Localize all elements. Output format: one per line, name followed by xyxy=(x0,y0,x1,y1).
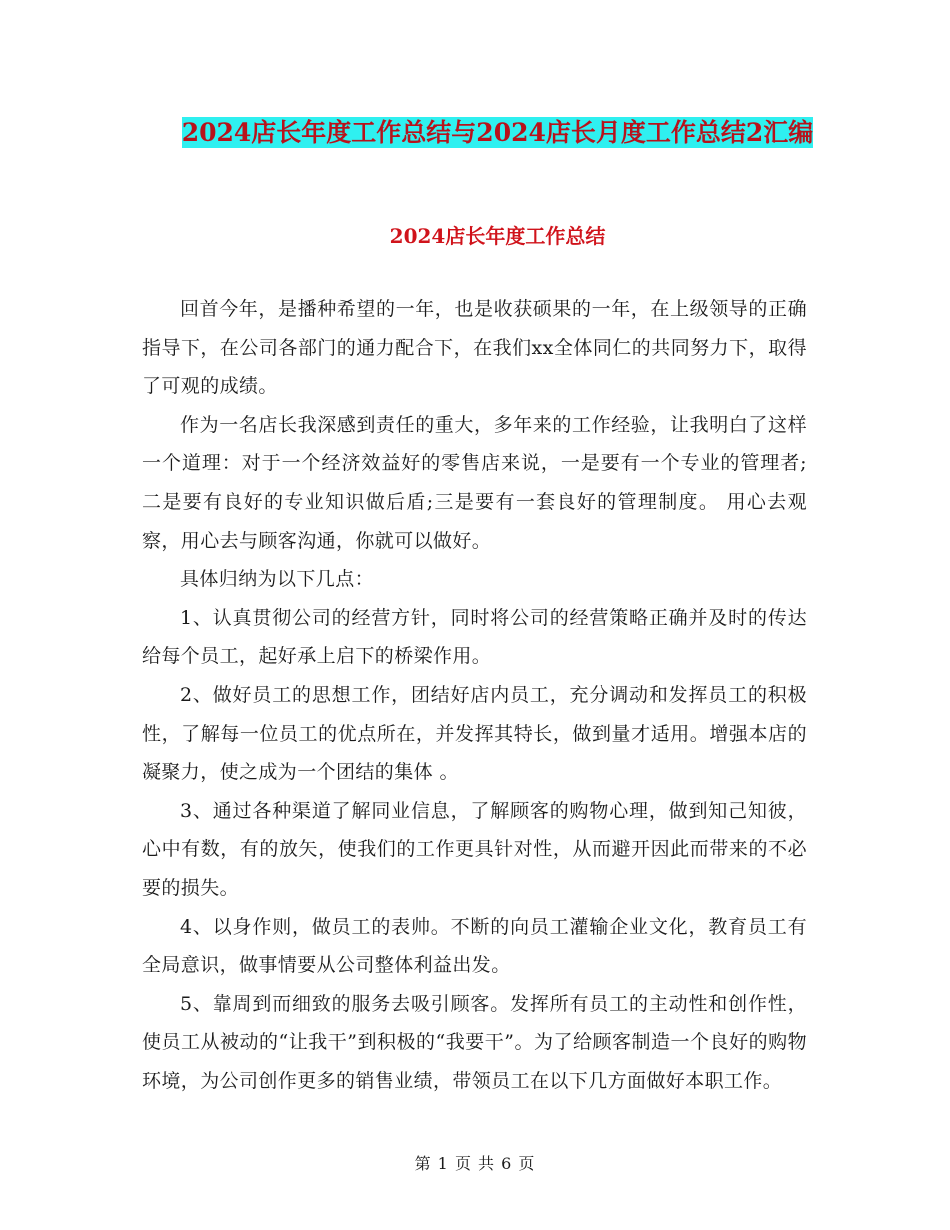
paragraph-summary-lead: 具体归纳为以下几点： xyxy=(180,568,375,591)
paragraph-point-1: 1、认真贯彻公司的经营方针，同时将公司的经营策略正确并及时的传达给每个员工，起好承上启下的桥梁作用。 xyxy=(142,606,807,668)
document-title-text: 2024店长年度工作总结与2024店长月度工作总结2汇编 xyxy=(181,118,814,147)
page-footer: 第 1 页 共 6 页 xyxy=(414,1154,536,1173)
paragraph-point-2: 2、做好员工的思想工作，团结好店内员工，充分调动和发挥员工的积极性，了解每一位员工的优点所在，并发挥其特长，做到量才适用。增强本店的凝聚力，使之成为一个团结的集体 。 xyxy=(142,683,807,784)
document-body xyxy=(142,290,807,1100)
paragraph-point-4: 4、以身作则，做员工的表帅。不断的向员工灌输企业文化，教育员工有全局意识，做事情要从公司整体利益出发。 xyxy=(142,915,807,977)
paragraph-point-3: 3、通过各种渠道了解同业信息，了解顾客的购物心理，做到知己知彼，心中有数，有的放矢，使我们的工作更具针对性，从而避开因此而带来的不必要的损失。 xyxy=(142,799,807,899)
document-title xyxy=(140,112,855,154)
paragraph-point-5: 5、靠周到而细致的服务去吸引顾客。发挥所有员工的主动性和创作性，使员工从被动的“让我干”到积极的“我要干”。为了给顾客制造一个良好的购物环境，为公司创作更多的销售业绩，带领员工在以下几方面做好本职工作。 xyxy=(142,992,807,1092)
paragraph-intro: 回首今年，是播种希望的一年，也是收获硕果的一年，在上级领导的正确指导下，在公司各部门的通力配合下，在我们xx全体同仁的共同努力下，取得了可观的成绩。 xyxy=(142,298,807,398)
section-title: 2024店长年度工作总结 xyxy=(389,224,606,248)
paragraph-responsibility: 作为一名店长我深感到责任的重大，多年来的工作经验，让我明白了这样一个道理：对于一个经济效益好的零售店来说，一是要有一个专业的管理者;二是要有良好的专业知识做后盾;三是要有一套良好的管理制度。 用心去观察，用心去与顾客沟通，你就可以做好。 xyxy=(142,413,807,552)
